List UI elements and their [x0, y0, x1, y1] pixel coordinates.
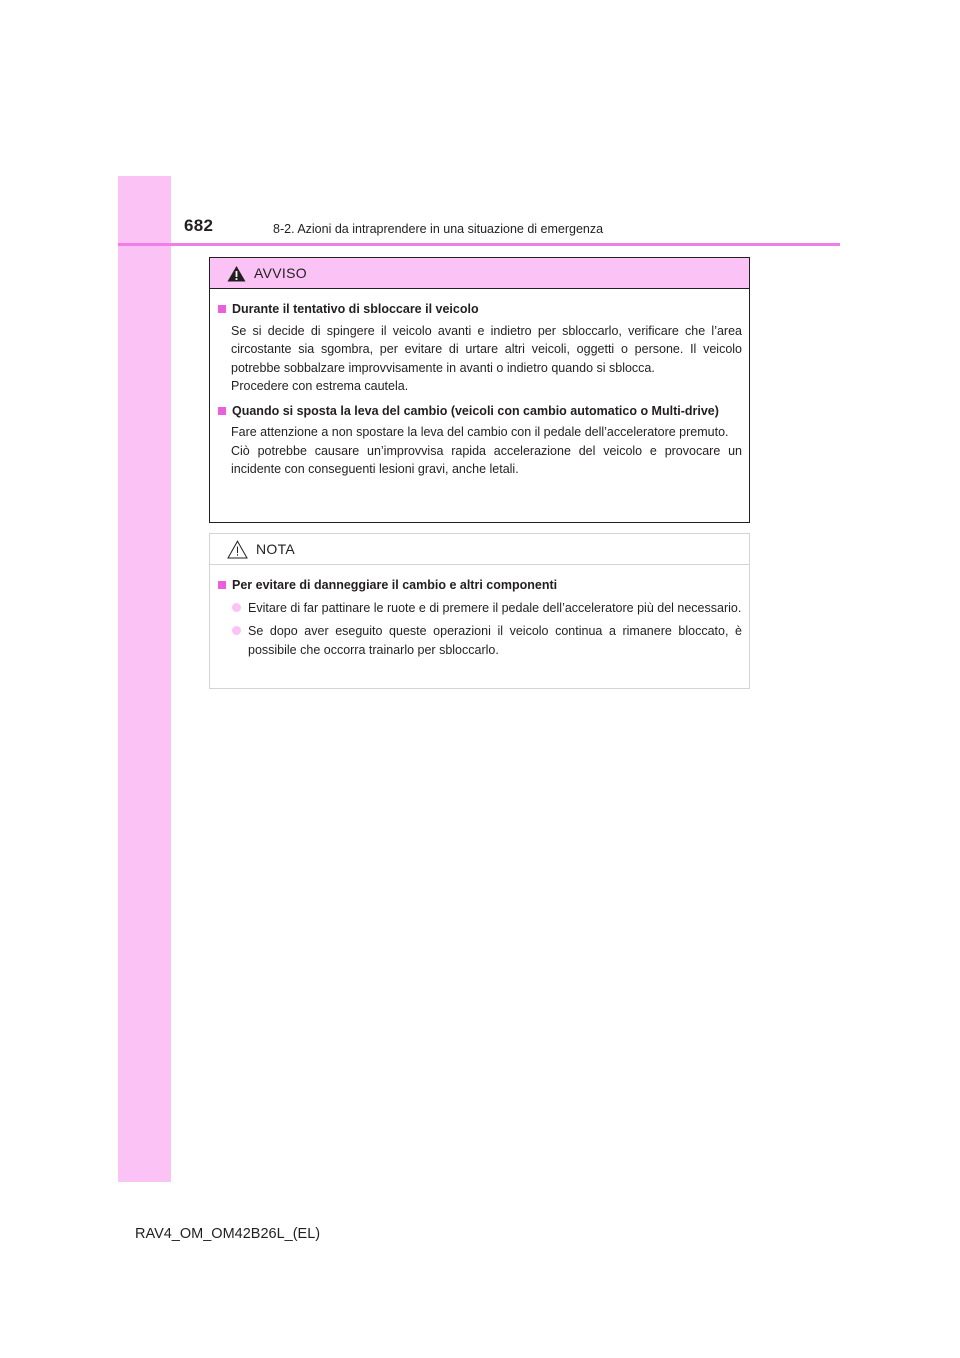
square-bullet-icon — [218, 407, 226, 415]
warning-triangle-icon — [227, 265, 246, 282]
square-bullet-icon — [218, 581, 226, 589]
notice-item-title: Per evitare di danneggiare il cambio e altri componenti — [218, 576, 742, 595]
document-code: RAV4_OM_OM42B26L_(EL) — [135, 1226, 321, 1242]
notice-box-header — [210, 534, 749, 565]
notice-box — [209, 533, 750, 689]
list-item: Evitare di far pattinare le ruote e di premere il pedale dell’acceleratore più del necessario. — [218, 599, 742, 618]
warning-item-text: Se si decide di spingere il veicolo avanti e indietro per sbloccarlo, verificare che l’area circostante sia sgombra, per evitare di urtare altri veicoli, oggetti o persone. Il veicolo potrebbe sobbalzare improvvisamente in avanti o indietro quando si sblocca. Procedere con estrema cautela. — [231, 323, 742, 393]
header-rule — [118, 243, 840, 246]
warning-box — [209, 257, 750, 523]
caution-triangle-icon — [227, 540, 248, 559]
warning-box-title: AVVISO — [254, 265, 307, 281]
list-item: Se dopo aver eseguito queste operazioni il veicolo continua a rimanere bloccato, è possibile che occorra trainarlo per sbloccarlo. — [218, 622, 742, 659]
warning-box-body — [210, 289, 749, 479]
warning-item-title: Quando si sposta la leva del cambio (veicoli con cambio automatico o Multi-drive) — [218, 402, 742, 421]
square-bullet-icon — [218, 305, 226, 313]
warning-box-header — [210, 258, 749, 289]
round-bullet-icon — [232, 626, 241, 635]
notice-box-title: NOTA — [256, 541, 296, 557]
chapter-side-tab — [118, 176, 171, 1182]
page-number: 682 — [184, 216, 214, 235]
warning-item-text: Fare attenzione a non spostare la leva del cambio con il pedale dell’acceleratore premuto. Ciò potrebbe causare un’improvvisa rapida accelerazione del veicolo e provocare un incidente con conseguenti lesioni gravi, anche letali. — [231, 425, 742, 476]
warning-item-title: Durante il tentativo di sbloccare il veicolo — [218, 300, 742, 319]
notice-box-body — [210, 565, 749, 659]
section-title: 8-2. Azioni da intraprendere in una situazione di emergenza — [273, 222, 604, 236]
round-bullet-icon — [232, 603, 241, 612]
